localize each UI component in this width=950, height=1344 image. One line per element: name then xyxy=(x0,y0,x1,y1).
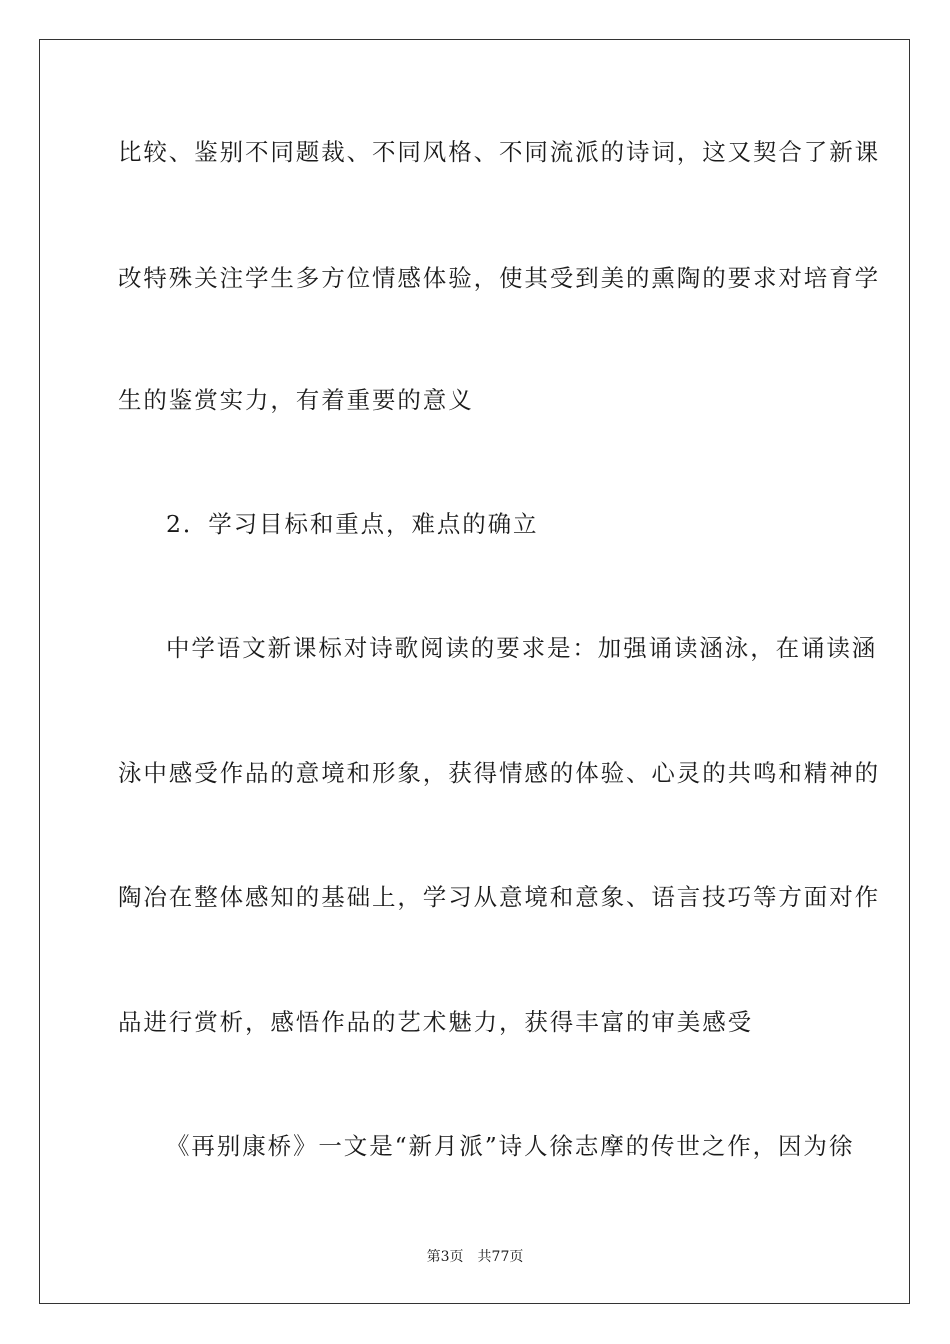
body-line-7: 陶冶在整体感知的基础上，学习从意境和意象、语言技巧等方面对作 xyxy=(118,883,880,911)
body-line-1: 比较、鉴别不同题裁、不同风格、不同流派的诗词，这又契合了新课 xyxy=(118,138,880,166)
body-line-3: 生的鉴赏实力，有着重要的意义 xyxy=(118,386,474,414)
page-total: 共77页 xyxy=(477,1249,524,1265)
body-line-9: 《再别康桥》一文是“新月派”诗人徐志摩的传世之作，因为徐 xyxy=(166,1132,855,1160)
page-number: 第3页 xyxy=(426,1249,464,1265)
section-heading: 2．学习目标和重点，难点的确立 xyxy=(166,510,539,538)
body-line-2: 改特殊关注学生多方位情感体验，使其受到美的熏陶的要求对培育学 xyxy=(118,264,880,292)
page-footer xyxy=(0,1248,950,1266)
body-line-8: 品进行赏析，感悟作品的艺术魅力，获得丰富的审美感受 xyxy=(118,1008,753,1036)
page-border xyxy=(39,39,910,1304)
body-line-6: 泳中感受作品的意境和形象，获得情感的体验、心灵的共鸣和精神的 xyxy=(118,759,880,787)
body-line-5: 中学语文新课标对诗歌阅读的要求是：加强诵读涵泳，在诵读涵 xyxy=(166,634,878,662)
